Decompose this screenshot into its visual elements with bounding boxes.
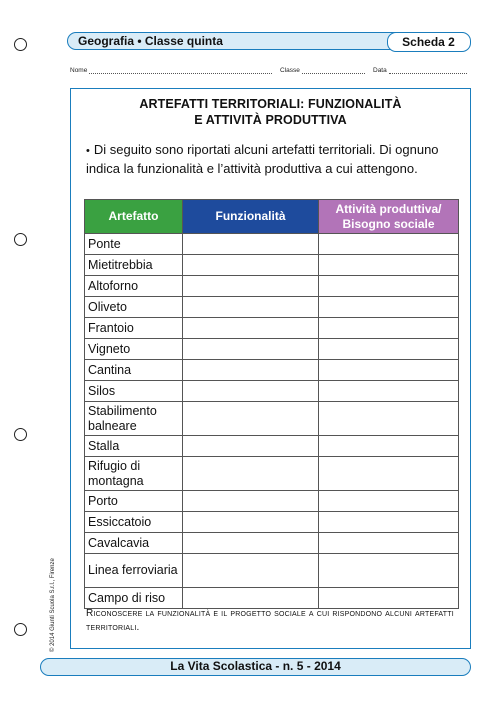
activity-answer-cell[interactable]	[319, 339, 459, 360]
functionality-answer-cell[interactable]	[183, 457, 319, 491]
worksheet-title-line2: E ATTIVITÀ PRODUTTIVA	[194, 113, 347, 127]
artifact-name: Essiccatoio	[85, 512, 183, 533]
table-row	[85, 297, 459, 318]
functionality-answer-cell[interactable]	[183, 339, 319, 360]
artifact-name: Porto	[85, 491, 183, 512]
table-row	[85, 381, 459, 402]
activity-answer-cell[interactable]	[319, 234, 459, 255]
artifacts-table	[84, 199, 459, 609]
artifact-name: Mietitrebbia	[85, 255, 183, 276]
activity-answer-cell[interactable]	[319, 491, 459, 512]
header-bar	[67, 32, 470, 50]
activity-answer-cell[interactable]	[319, 318, 459, 339]
activity-answer-cell[interactable]	[319, 512, 459, 533]
table-header-row	[85, 200, 459, 234]
binder-hole-2	[14, 233, 27, 246]
activity-answer-cell[interactable]	[319, 297, 459, 318]
footer-bar	[40, 658, 471, 676]
name-field[interactable]	[70, 67, 272, 74]
functionality-answer-cell[interactable]	[183, 255, 319, 276]
date-label: Data	[373, 67, 387, 74]
student-fields	[70, 67, 470, 77]
artifact-name: Linea ferroviaria	[85, 554, 183, 588]
activity-answer-cell[interactable]	[319, 381, 459, 402]
functionality-answer-cell[interactable]	[183, 318, 319, 339]
functionality-answer-cell[interactable]	[183, 554, 319, 588]
subject-title: Geografia • Classe quinta	[78, 34, 223, 48]
table-row	[85, 512, 459, 533]
functionality-answer-cell[interactable]	[183, 436, 319, 457]
learning-objective: Riconoscere la funzionalità e il progetto sociale a cui rispondono alcuni artefatti territoriali.	[86, 608, 454, 633]
artifact-name: Rifugio di montagna	[85, 457, 183, 491]
artifact-name: Silos	[85, 381, 183, 402]
table-row	[85, 276, 459, 297]
activity-answer-cell[interactable]	[319, 402, 459, 436]
activity-answer-cell[interactable]	[319, 457, 459, 491]
functionality-answer-cell[interactable]	[183, 276, 319, 297]
functionality-answer-cell[interactable]	[183, 297, 319, 318]
date-line	[389, 67, 467, 74]
artifact-name: Campo di riso	[85, 588, 183, 609]
artifact-name: Cavalcavia	[85, 533, 183, 554]
table-row	[85, 402, 459, 436]
instructions-text: Di seguito sono riportati alcuni artefatti territoriali. Di ognuno indica la funzionalità e l’attività produttiva a cui attengono.	[86, 142, 439, 176]
binder-hole-3	[14, 428, 27, 441]
activity-answer-cell[interactable]	[319, 276, 459, 297]
activity-answer-cell[interactable]	[319, 255, 459, 276]
table-row	[85, 436, 459, 457]
artifact-name: Stalla	[85, 436, 183, 457]
column-header-attivita: Attività produttiva/ Bisogno sociale	[319, 200, 459, 234]
name-line	[89, 67, 272, 74]
table-row	[85, 457, 459, 491]
artifact-name: Frantoio	[85, 318, 183, 339]
activity-answer-cell[interactable]	[319, 436, 459, 457]
class-field[interactable]	[280, 67, 365, 74]
table-row	[85, 360, 459, 381]
copyright-notice: © 2014 Giunti Scuola S.r.l., Firenze	[50, 558, 56, 652]
activity-answer-cell[interactable]	[319, 533, 459, 554]
table-row	[85, 339, 459, 360]
worksheet-number: Scheda 2	[387, 32, 471, 52]
table-row	[85, 491, 459, 512]
binder-hole-4	[14, 623, 27, 636]
activity-answer-cell[interactable]	[319, 588, 459, 609]
table-row	[85, 234, 459, 255]
functionality-answer-cell[interactable]	[183, 588, 319, 609]
column-header-artefatto: Artefatto	[85, 200, 183, 234]
functionality-answer-cell[interactable]	[183, 234, 319, 255]
publication-info: La Vita Scolastica - n. 5 - 2014	[170, 659, 341, 673]
functionality-answer-cell[interactable]	[183, 512, 319, 533]
date-field[interactable]	[373, 67, 467, 74]
activity-answer-cell[interactable]	[319, 360, 459, 381]
binder-hole-1	[14, 38, 27, 51]
functionality-answer-cell[interactable]	[183, 360, 319, 381]
activity-answer-cell[interactable]	[319, 554, 459, 588]
worksheet-frame	[70, 88, 471, 649]
table-row	[85, 588, 459, 609]
table-row	[85, 255, 459, 276]
name-label: Nome	[70, 67, 88, 74]
functionality-answer-cell[interactable]	[183, 381, 319, 402]
artifact-name: Ponte	[85, 234, 183, 255]
artifact-name: Vigneto	[85, 339, 183, 360]
table-row	[85, 318, 459, 339]
functionality-answer-cell[interactable]	[183, 402, 319, 436]
class-line	[302, 67, 365, 74]
bullet-icon: •	[86, 145, 90, 157]
artifact-name: Altoforno	[85, 276, 183, 297]
artifact-name: Oliveto	[85, 297, 183, 318]
table-row	[85, 533, 459, 554]
column-header-funzionalita: Funzionalità	[183, 200, 319, 234]
instructions	[86, 141, 456, 177]
functionality-answer-cell[interactable]	[183, 491, 319, 512]
functionality-answer-cell[interactable]	[183, 533, 319, 554]
artifact-name: Cantina	[85, 360, 183, 381]
table-row	[85, 554, 459, 588]
worksheet-title-line1: ARTEFATTI TERRITORIALI: FUNZIONALITÀ	[139, 97, 402, 111]
class-label: Classe	[280, 67, 300, 74]
artifact-name: Stabilimento balneare	[85, 402, 183, 436]
